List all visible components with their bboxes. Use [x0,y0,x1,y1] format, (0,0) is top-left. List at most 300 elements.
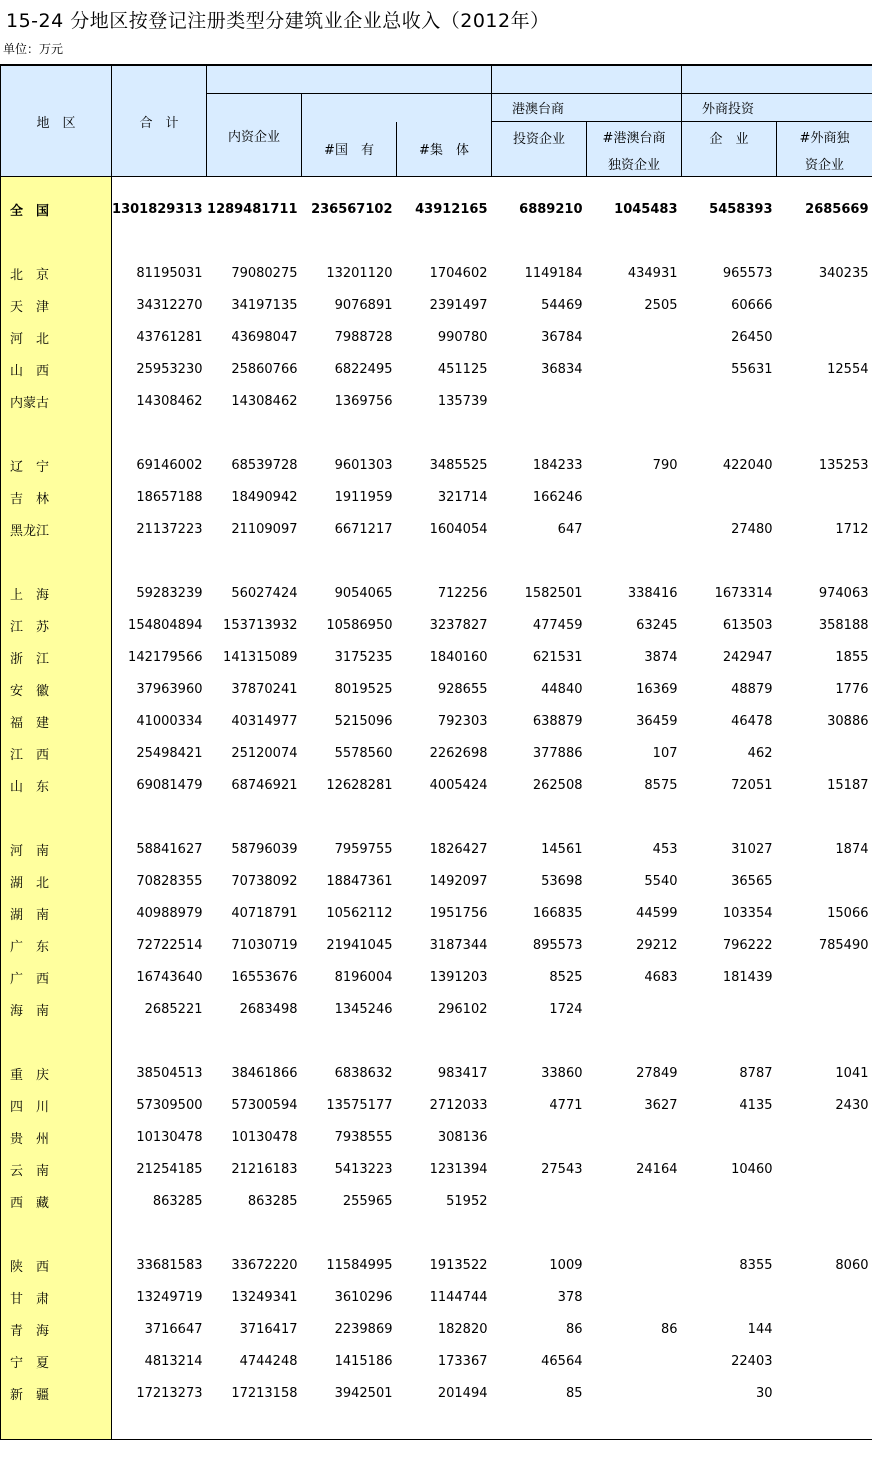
value-cell: 3716417 [239,1321,298,1337]
value-cell: 58841627 [136,841,203,857]
value-cell: 38461866 [231,1065,298,1081]
value-cell [777,865,872,897]
value-cell: 7938555 [334,1129,393,1145]
value-cell: 1009 [549,1257,583,1273]
value-cell: 37870241 [231,681,298,697]
value-cell: 27480 [731,521,773,537]
empty-cell [587,1217,682,1249]
value-cell: 36459 [636,713,678,729]
value-cell: 85 [565,1385,583,1401]
value-cell [682,1185,777,1217]
value-cell: 2430 [835,1097,869,1113]
region-cell: 江 西 [1,737,112,769]
value-cell: 14561 [541,841,583,857]
empty-cell [492,177,587,194]
value-cell: 30 [755,1385,773,1401]
table-row [1,1121,872,1153]
value-cell: 25860766 [231,361,298,377]
value-cell: 3485525 [429,457,488,473]
value-cell: 10460 [731,1161,773,1177]
value-cell [777,1121,872,1153]
value-cell [587,481,682,513]
region-cell [1,1025,112,1057]
value-cell [777,1185,872,1217]
region-cell: 云 南 [1,1153,112,1185]
spacer-row [1,1409,872,1440]
table-row [1,513,872,545]
value-cell: 16743640 [136,969,203,985]
value-cell: 142179566 [128,649,203,665]
value-cell: 338416 [627,585,678,601]
spacer-row [1,1025,872,1057]
value-cell: 43761281 [136,329,203,345]
region-cell: 宁 夏 [1,1345,112,1377]
value-cell: 451125 [437,361,488,377]
value-cell: 69146002 [136,457,203,473]
empty-cell [587,801,682,833]
value-cell: 14308462 [136,393,203,409]
empty-cell [492,801,587,833]
value-cell: 8060 [835,1257,869,1273]
value-cell: 56027424 [231,585,298,601]
value-cell: 4683 [644,969,678,985]
value-cell [777,321,872,353]
value-cell: 25498421 [136,745,203,761]
value-cell [777,1313,872,1345]
header-region: 地 区 [1,65,112,177]
value-cell: 1913522 [429,1257,488,1273]
value-cell: 13249341 [231,1289,298,1305]
value-cell [777,385,872,417]
value-cell: 296102 [437,1001,488,1017]
empty-cell [777,545,872,577]
region-cell: 吉 林 [1,481,112,513]
value-cell: 44840 [541,681,583,697]
empty-cell [492,417,587,449]
value-cell: 201494 [437,1385,488,1401]
region-cell: 新 疆 [1,1377,112,1409]
value-cell: 321714 [437,489,488,505]
value-cell: 1673314 [714,585,773,601]
value-cell: 1231394 [429,1161,488,1177]
value-cell [587,1281,682,1313]
value-cell: 796222 [722,937,773,953]
value-cell: 25120074 [231,745,298,761]
empty-cell [112,545,207,577]
region-cell: 江 苏 [1,609,112,641]
value-cell: 7988728 [334,329,393,345]
value-cell: 21137223 [136,521,203,537]
value-cell: 1369756 [334,393,393,409]
header-blank [302,94,397,122]
empty-cell [682,1217,777,1249]
value-cell: 1289481711 [207,201,298,217]
region-cell: 山 东 [1,769,112,801]
value-cell: 54469 [541,297,583,313]
empty-cell [302,1217,397,1249]
value-cell: 38504513 [136,1065,203,1081]
value-cell [777,993,872,1025]
value-cell: 621531 [532,649,583,665]
empty-cell [492,545,587,577]
empty-cell [777,1025,872,1057]
empty-cell [397,1409,492,1440]
value-cell: 53698 [541,873,583,889]
table-row [1,705,872,737]
value-cell: 3716647 [144,1321,203,1337]
value-cell: 1415186 [334,1353,393,1369]
value-cell: 29212 [636,937,678,953]
value-cell: 36565 [731,873,773,889]
value-cell: 18490942 [231,489,298,505]
region-cell: 黑龙江 [1,513,112,545]
region-cell [1,417,112,449]
value-cell: 43912165 [415,201,488,217]
header-foreign-invest: 企 业 [682,122,777,177]
region-cell: 甘 肃 [1,1281,112,1313]
value-cell: 477459 [532,617,583,633]
region-cell: 上 海 [1,577,112,609]
value-cell: 9054065 [334,585,393,601]
empty-cell [492,1025,587,1057]
value-cell: 40314977 [231,713,298,729]
value-cell: 86 [565,1321,583,1337]
region-cell: 福 建 [1,705,112,737]
table-row [1,833,872,865]
value-cell: 17213158 [231,1385,298,1401]
value-cell: 12628281 [326,777,393,793]
unit-label: 单位：万元 [3,42,64,56]
value-cell: 184233 [532,457,583,473]
value-cell [777,1377,872,1409]
value-cell: 79080275 [231,265,298,281]
value-cell: 46478 [731,713,773,729]
value-cell: 422040 [722,457,773,473]
region-cell: 西 藏 [1,1185,112,1217]
empty-cell [682,417,777,449]
empty-cell [397,1217,492,1249]
empty-cell [302,1409,397,1440]
value-cell: 43698047 [231,329,298,345]
table-body [1,177,872,1440]
region-cell: 内蒙古 [1,385,112,417]
value-cell [682,993,777,1025]
value-cell: 1874 [835,841,869,857]
value-cell [492,1185,587,1217]
region-cell: 四 川 [1,1089,112,1121]
table-row [1,1057,872,1089]
value-cell: 11584995 [326,1257,393,1273]
region-cell: 重 庆 [1,1057,112,1089]
value-cell: 41000334 [136,713,203,729]
header-blank [587,65,682,94]
value-cell: 21941045 [326,937,393,953]
region-cell [1,1409,112,1440]
table-row [1,673,872,705]
empty-cell [112,225,207,257]
value-cell: 638879 [532,713,583,729]
value-cell: 26450 [731,329,773,345]
value-cell: 18847361 [326,873,393,889]
region-cell: 广 东 [1,929,112,961]
table-row [1,449,872,481]
spacer-row [1,225,872,257]
page-title: 15-24 分地区按登记注册类型分建筑业企业总收入（2012年） [6,10,550,32]
value-cell: 3610296 [334,1289,393,1305]
region-cell: 海 南 [1,993,112,1025]
value-cell: 3187344 [429,937,488,953]
value-cell: 86 [660,1321,678,1337]
value-cell: 1391203 [429,969,488,985]
empty-cell [397,177,492,194]
header-foreign-sole-line1: #外商独 [777,122,872,151]
region-cell [1,177,112,194]
empty-cell [112,1409,207,1440]
value-cell: 1840160 [429,649,488,665]
value-cell: 613503 [722,617,773,633]
empty-cell [682,177,777,194]
value-cell: 144 [747,1321,773,1337]
value-cell: 36784 [541,329,583,345]
empty-cell [207,801,302,833]
header-blank [397,94,492,122]
value-cell: 40718791 [231,905,298,921]
value-cell: 377886 [532,745,583,761]
spacer-row [1,801,872,833]
region-cell: 湖 南 [1,897,112,929]
value-cell: 48879 [731,681,773,697]
value-cell [492,1121,587,1153]
header-blank [397,65,492,94]
value-cell: 166835 [532,905,583,921]
region-cell: 辽 宁 [1,449,112,481]
header-blank [777,65,872,94]
value-cell: 27849 [636,1065,678,1081]
value-cell: 63245 [636,617,678,633]
empty-cell [587,1409,682,1440]
table-row [1,1377,872,1409]
value-cell [777,289,872,321]
table-row [1,1281,872,1313]
value-cell: 71030719 [231,937,298,953]
value-cell: 5215096 [334,713,393,729]
data-table [0,64,872,1440]
region-cell [1,1217,112,1249]
value-cell: 242947 [722,649,773,665]
value-cell: 31027 [731,841,773,857]
empty-cell [587,177,682,194]
value-cell: 974063 [818,585,869,601]
value-cell [587,353,682,385]
value-cell: 3942501 [334,1385,393,1401]
value-cell: 1492097 [429,873,488,889]
empty-cell [682,1409,777,1440]
region-cell: 安 徽 [1,673,112,705]
table-row [1,641,872,673]
value-cell: 1855 [835,649,869,665]
value-cell: 2391497 [429,297,488,313]
header-foreign-group [682,65,777,94]
value-cell: 1144744 [429,1289,488,1305]
region-cell: 全 国 [1,193,112,225]
table-row [1,1089,872,1121]
value-cell: 965573 [722,265,773,281]
value-cell: 1712 [835,521,869,537]
value-cell: 25953230 [136,361,203,377]
value-cell: 983417 [437,1065,488,1081]
table-row [1,961,872,993]
value-cell [587,1249,682,1281]
table-row [1,321,872,353]
value-cell: 1582501 [524,585,583,601]
empty-cell [587,545,682,577]
value-cell: 8575 [644,777,678,793]
value-cell: 10130478 [136,1129,203,1145]
value-cell: 2712033 [429,1097,488,1113]
value-cell: 135739 [437,393,488,409]
value-cell [587,1185,682,1217]
value-cell: 173367 [437,1353,488,1369]
value-cell [587,385,682,417]
value-cell [777,1153,872,1185]
value-cell: 70828355 [136,873,203,889]
table-row [1,929,872,961]
value-cell: 5578560 [334,745,393,761]
empty-cell [112,177,207,194]
value-cell: 34312270 [136,297,203,313]
value-cell: 255965 [342,1193,393,1209]
value-cell: 15187 [827,777,869,793]
header-blank [302,65,397,94]
value-cell: 262508 [532,777,583,793]
table-row [1,993,872,1025]
value-cell: 8355 [739,1257,773,1273]
empty-cell [682,225,777,257]
value-cell: 8525 [549,969,583,985]
value-cell [777,481,872,513]
table-row [1,257,872,289]
value-cell: 6822495 [334,361,393,377]
value-cell [777,1281,872,1313]
value-cell: 863285 [247,1193,298,1209]
value-cell: 135253 [818,457,869,473]
value-cell: 9601303 [334,457,393,473]
region-cell: 天 津 [1,289,112,321]
value-cell: 6838632 [334,1065,393,1081]
region-cell: 陕 西 [1,1249,112,1281]
header-blank [207,65,302,94]
value-cell: 13575177 [326,1097,393,1113]
value-cell: 153713932 [223,617,298,633]
value-cell: 1045483 [614,201,678,217]
value-cell [587,1377,682,1409]
value-cell [777,737,872,769]
empty-cell [587,417,682,449]
value-cell: 13201120 [326,265,393,281]
region-cell: 北 京 [1,257,112,289]
value-cell: 103354 [722,905,773,921]
value-cell: 2262698 [429,745,488,761]
value-cell: 10562112 [326,905,393,921]
value-cell: 5540 [644,873,678,889]
value-cell: 8196004 [334,969,393,985]
value-cell: 40988979 [136,905,203,921]
value-cell: 1724 [549,1001,583,1017]
value-cell: 378 [557,1289,583,1305]
value-cell: 863285 [152,1193,203,1209]
empty-cell [777,225,872,257]
value-cell: 1604054 [429,521,488,537]
region-cell [1,801,112,833]
value-cell: 2685669 [805,201,869,217]
empty-cell [682,545,777,577]
table-row [1,865,872,897]
empty-cell [207,225,302,257]
table-row [1,577,872,609]
value-cell: 107 [652,745,678,761]
value-cell: 3627 [644,1097,678,1113]
value-cell: 57309500 [136,1097,203,1113]
empty-cell [397,225,492,257]
value-cell: 6671217 [334,521,393,537]
header-hmt-sole-line1: #港澳台商 [587,122,682,151]
value-cell: 58796039 [231,841,298,857]
value-cell: 13249719 [136,1289,203,1305]
table-row [1,609,872,641]
value-cell [587,993,682,1025]
table-row [1,1153,872,1185]
value-cell: 33860 [541,1065,583,1081]
value-cell: 1041 [835,1065,869,1081]
value-cell: 14308462 [231,393,298,409]
region-cell: 湖 北 [1,865,112,897]
empty-cell [397,545,492,577]
value-cell: 2505 [644,297,678,313]
empty-cell [207,1409,302,1440]
value-cell: 21109097 [231,521,298,537]
spacer-row [1,1217,872,1249]
value-cell: 462 [747,745,773,761]
value-cell: 7959755 [334,841,393,857]
value-cell: 712256 [437,585,488,601]
value-cell: 1911959 [334,489,393,505]
spacer-row [1,417,872,449]
header-collective: #集 体 [397,122,492,177]
value-cell: 358188 [818,617,869,633]
value-cell: 792303 [437,713,488,729]
table-row [1,769,872,801]
spacer-row [1,177,872,194]
value-cell: 6889210 [519,201,583,217]
empty-cell [587,225,682,257]
value-cell: 236567102 [311,201,393,217]
value-cell: 10130478 [231,1129,298,1145]
value-cell: 16369 [636,681,678,697]
value-cell: 18657188 [136,489,203,505]
value-cell: 15066 [827,905,869,921]
value-cell: 34197135 [231,297,298,313]
value-cell: 33681583 [136,1257,203,1273]
value-cell: 16553676 [231,969,298,985]
value-cell: 8787 [739,1065,773,1081]
value-cell [682,385,777,417]
value-cell: 3874 [644,649,678,665]
header-foreign-sole-line2: 资企业 [777,150,872,177]
value-cell: 30886 [827,713,869,729]
value-cell [777,1345,872,1377]
empty-cell [777,801,872,833]
value-cell: 55631 [731,361,773,377]
